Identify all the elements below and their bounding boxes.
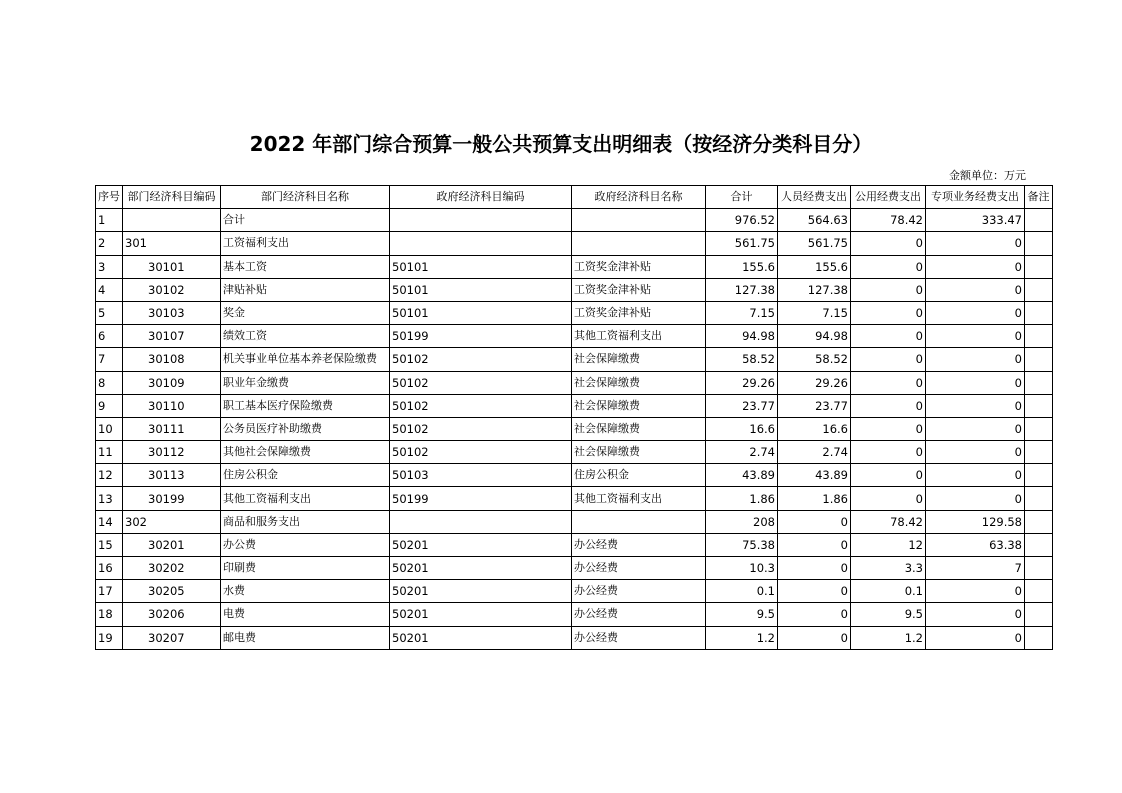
- cell-dept-name: 商品和服务支出: [221, 510, 390, 533]
- table-row: [96, 325, 1053, 348]
- cell-gov-name: 工资奖金津补贴: [572, 301, 706, 324]
- cell-gov-name: 社会保障缴费: [572, 394, 706, 417]
- cell-special: 0: [926, 626, 1025, 649]
- cell-gov-code: [390, 232, 572, 255]
- cell-dept-name: 办公费: [221, 533, 390, 556]
- table-row: [96, 417, 1053, 440]
- cell-dept-name: 电费: [221, 603, 390, 626]
- cell-total: 16.6: [706, 417, 778, 440]
- cell-special: 333.47: [926, 209, 1025, 232]
- cell-dept-name: 印刷费: [221, 557, 390, 580]
- cell-public: 0: [851, 487, 926, 510]
- cell-gov-code: 50199: [390, 487, 572, 510]
- cell-gov-name: 办公经费: [572, 557, 706, 580]
- cell-seq: 9: [96, 394, 123, 417]
- cell-gov-name: 社会保障缴费: [572, 371, 706, 394]
- cell-total: 10.3: [706, 557, 778, 580]
- cell-total: 1.86: [706, 487, 778, 510]
- cell-public: 0: [851, 417, 926, 440]
- cell-gov-name: 办公经费: [572, 626, 706, 649]
- table-row: [96, 533, 1053, 556]
- cell-public: 0: [851, 278, 926, 301]
- cell-remark: [1025, 209, 1053, 232]
- cell-remark: [1025, 626, 1053, 649]
- cell-personnel: 43.89: [778, 464, 851, 487]
- cell-personnel: 155.6: [778, 255, 851, 278]
- cell-seq: 6: [96, 325, 123, 348]
- cell-public: 0: [851, 464, 926, 487]
- cell-special: 0: [926, 487, 1025, 510]
- cell-remark: [1025, 557, 1053, 580]
- cell-public: 78.42: [851, 209, 926, 232]
- cell-special: 0: [926, 232, 1025, 255]
- cell-dept-code: 301: [123, 232, 221, 255]
- table-row: [96, 441, 1053, 464]
- cell-gov-code: 50201: [390, 626, 572, 649]
- cell-remark: [1025, 325, 1053, 348]
- cell-gov-code: 50102: [390, 371, 572, 394]
- cell-gov-name: 社会保障缴费: [572, 417, 706, 440]
- cell-dept-code: 30103: [123, 301, 221, 324]
- cell-public: 0.1: [851, 580, 926, 603]
- cell-personnel: 561.75: [778, 232, 851, 255]
- cell-gov-name: 其他工资福利支出: [572, 487, 706, 510]
- cell-personnel: 29.26: [778, 371, 851, 394]
- cell-special: 0: [926, 580, 1025, 603]
- cell-gov-code: [390, 510, 572, 533]
- cell-total: 0.1: [706, 580, 778, 603]
- cell-public: 78.42: [851, 510, 926, 533]
- page-title: 2022 年部门综合预算一般公共预算支出明细表（按经济分类科目分）: [249, 132, 873, 156]
- cell-gov-code: 50199: [390, 325, 572, 348]
- cell-seq: 3: [96, 255, 123, 278]
- cell-dept-name: 其他社会保障缴费: [221, 441, 390, 464]
- header-seq: 序号: [96, 186, 123, 209]
- cell-gov-name: 办公经费: [572, 603, 706, 626]
- cell-gov-code: 50101: [390, 278, 572, 301]
- cell-dept-code: 30112: [123, 441, 221, 464]
- cell-personnel: 58.52: [778, 348, 851, 371]
- cell-gov-code: 50201: [390, 580, 572, 603]
- cell-personnel: 7.15: [778, 301, 851, 324]
- header-personnel: 人员经费支出: [778, 186, 851, 209]
- cell-public: 0: [851, 348, 926, 371]
- cell-dept-name: 住房公积金: [221, 464, 390, 487]
- cell-gov-code: 50201: [390, 557, 572, 580]
- cell-remark: [1025, 487, 1053, 510]
- cell-remark: [1025, 441, 1053, 464]
- cell-remark: [1025, 417, 1053, 440]
- cell-remark: [1025, 348, 1053, 371]
- cell-dept-code: 30206: [123, 603, 221, 626]
- cell-public: 1.2: [851, 626, 926, 649]
- cell-personnel: 23.77: [778, 394, 851, 417]
- table-row: [96, 464, 1053, 487]
- cell-personnel: 2.74: [778, 441, 851, 464]
- cell-special: 0: [926, 301, 1025, 324]
- cell-public: 12: [851, 533, 926, 556]
- cell-remark: [1025, 255, 1053, 278]
- cell-dept-name: 机关事业单位基本养老保险缴费: [221, 348, 390, 371]
- cell-seq: 4: [96, 278, 123, 301]
- cell-public: 0: [851, 441, 926, 464]
- table-row: [96, 557, 1053, 580]
- cell-dept-name: 职业年金缴费: [221, 371, 390, 394]
- cell-total: 29.26: [706, 371, 778, 394]
- cell-gov-name: 其他工资福利支出: [572, 325, 706, 348]
- cell-seq: 14: [96, 510, 123, 533]
- cell-total: 2.74: [706, 441, 778, 464]
- cell-seq: 2: [96, 232, 123, 255]
- cell-gov-code: 50102: [390, 441, 572, 464]
- cell-special: 129.58: [926, 510, 1025, 533]
- cell-public: 0: [851, 371, 926, 394]
- cell-seq: 17: [96, 580, 123, 603]
- cell-gov-name: 住房公积金: [572, 464, 706, 487]
- cell-public: 0: [851, 325, 926, 348]
- cell-seq: 10: [96, 417, 123, 440]
- cell-personnel: 16.6: [778, 417, 851, 440]
- cell-dept-code: 30199: [123, 487, 221, 510]
- table-row: [96, 580, 1053, 603]
- cell-gov-code: 50103: [390, 464, 572, 487]
- cell-seq: 16: [96, 557, 123, 580]
- cell-public: 9.5: [851, 603, 926, 626]
- cell-gov-name: 社会保障缴费: [572, 348, 706, 371]
- cell-dept-code: 30109: [123, 371, 221, 394]
- cell-dept-code: 30102: [123, 278, 221, 301]
- amount-unit-label: 金额单位：万元: [949, 169, 1026, 182]
- table-row: [96, 348, 1053, 371]
- cell-gov-code: [390, 209, 572, 232]
- cell-dept-name: 基本工资: [221, 255, 390, 278]
- cell-gov-code: 50101: [390, 255, 572, 278]
- header-total: 合计: [706, 186, 778, 209]
- cell-special: 7: [926, 557, 1025, 580]
- cell-personnel: 0: [778, 533, 851, 556]
- table-row: [96, 603, 1053, 626]
- cell-total: 208: [706, 510, 778, 533]
- cell-seq: 7: [96, 348, 123, 371]
- cell-dept-code: 30101: [123, 255, 221, 278]
- cell-public: 0: [851, 232, 926, 255]
- cell-dept-name: 绩效工资: [221, 325, 390, 348]
- cell-personnel: 0: [778, 626, 851, 649]
- cell-personnel: 0: [778, 603, 851, 626]
- cell-public: 0: [851, 394, 926, 417]
- cell-dept-code: 30205: [123, 580, 221, 603]
- cell-gov-code: 50201: [390, 533, 572, 556]
- cell-total: 1.2: [706, 626, 778, 649]
- table-row: [96, 510, 1053, 533]
- cell-dept-name: 津贴补贴: [221, 278, 390, 301]
- cell-public: 3.3: [851, 557, 926, 580]
- cell-gov-name: 社会保障缴费: [572, 441, 706, 464]
- cell-remark: [1025, 371, 1053, 394]
- cell-dept-name: 公务员医疗补助缴费: [221, 417, 390, 440]
- cell-total: 23.77: [706, 394, 778, 417]
- cell-total: 58.52: [706, 348, 778, 371]
- header-remark: 备注: [1025, 186, 1053, 209]
- cell-dept-code: 30111: [123, 417, 221, 440]
- cell-special: 0: [926, 394, 1025, 417]
- table-row: [96, 394, 1053, 417]
- cell-total: 7.15: [706, 301, 778, 324]
- cell-total: 976.52: [706, 209, 778, 232]
- cell-personnel: 564.63: [778, 209, 851, 232]
- cell-total: 75.38: [706, 533, 778, 556]
- cell-dept-code: 302: [123, 510, 221, 533]
- cell-remark: [1025, 603, 1053, 626]
- cell-seq: 18: [96, 603, 123, 626]
- cell-total: 43.89: [706, 464, 778, 487]
- cell-gov-code: 50201: [390, 603, 572, 626]
- cell-gov-name: [572, 510, 706, 533]
- budget-table: [95, 185, 1053, 650]
- cell-total: 127.38: [706, 278, 778, 301]
- cell-dept-name: 工资福利支出: [221, 232, 390, 255]
- cell-gov-name: 办公经费: [572, 580, 706, 603]
- cell-dept-name: 职工基本医疗保险缴费: [221, 394, 390, 417]
- cell-special: 0: [926, 278, 1025, 301]
- cell-total: 9.5: [706, 603, 778, 626]
- cell-personnel: 94.98: [778, 325, 851, 348]
- cell-personnel: 0: [778, 557, 851, 580]
- cell-special: 0: [926, 255, 1025, 278]
- cell-remark: [1025, 533, 1053, 556]
- cell-remark: [1025, 464, 1053, 487]
- cell-dept-code: [123, 209, 221, 232]
- cell-gov-name: 办公经费: [572, 533, 706, 556]
- cell-special: 0: [926, 464, 1025, 487]
- cell-public: 0: [851, 255, 926, 278]
- cell-special: 0: [926, 417, 1025, 440]
- cell-seq: 19: [96, 626, 123, 649]
- cell-total: 94.98: [706, 325, 778, 348]
- cell-seq: 5: [96, 301, 123, 324]
- table-row: [96, 278, 1053, 301]
- cell-gov-name: [572, 232, 706, 255]
- cell-seq: 8: [96, 371, 123, 394]
- cell-dept-code: 30207: [123, 626, 221, 649]
- cell-dept-name: 水费: [221, 580, 390, 603]
- cell-remark: [1025, 580, 1053, 603]
- cell-remark: [1025, 301, 1053, 324]
- cell-remark: [1025, 394, 1053, 417]
- cell-dept-code: 30108: [123, 348, 221, 371]
- cell-special: 0: [926, 441, 1025, 464]
- table-row: [96, 371, 1053, 394]
- cell-total: 561.75: [706, 232, 778, 255]
- cell-dept-code: 30107: [123, 325, 221, 348]
- cell-gov-code: 50102: [390, 417, 572, 440]
- cell-seq: 11: [96, 441, 123, 464]
- cell-remark: [1025, 232, 1053, 255]
- table-row: [96, 232, 1053, 255]
- header-gov-name: 政府经济科目名称: [572, 186, 706, 209]
- cell-personnel: 1.86: [778, 487, 851, 510]
- cell-seq: 13: [96, 487, 123, 510]
- cell-special: 0: [926, 348, 1025, 371]
- header-special: 专项业务经费支出: [926, 186, 1025, 209]
- cell-gov-code: 50102: [390, 348, 572, 371]
- cell-dept-code: 30113: [123, 464, 221, 487]
- cell-remark: [1025, 510, 1053, 533]
- table-row: [96, 209, 1053, 232]
- header-dept-name: 部门经济科目名称: [221, 186, 390, 209]
- header-public: 公用经费支出: [851, 186, 926, 209]
- cell-dept-name: 其他工资福利支出: [221, 487, 390, 510]
- header-dept-code: 部门经济科目编码: [123, 186, 221, 209]
- table-row: [96, 487, 1053, 510]
- cell-special: 63.38: [926, 533, 1025, 556]
- cell-gov-code: 50101: [390, 301, 572, 324]
- cell-gov-name: 工资奖金津补贴: [572, 255, 706, 278]
- cell-dept-name: 奖金: [221, 301, 390, 324]
- cell-total: 155.6: [706, 255, 778, 278]
- cell-personnel: 127.38: [778, 278, 851, 301]
- cell-remark: [1025, 278, 1053, 301]
- cell-dept-code: 30202: [123, 557, 221, 580]
- cell-seq: 12: [96, 464, 123, 487]
- cell-seq: 15: [96, 533, 123, 556]
- cell-personnel: 0: [778, 510, 851, 533]
- cell-special: 0: [926, 371, 1025, 394]
- cell-dept-code: 30110: [123, 394, 221, 417]
- table-body: [96, 209, 1053, 650]
- cell-dept-name: 合计: [221, 209, 390, 232]
- cell-dept-code: 30201: [123, 533, 221, 556]
- table-row: [96, 301, 1053, 324]
- cell-personnel: 0: [778, 580, 851, 603]
- cell-special: 0: [926, 603, 1025, 626]
- cell-seq: 1: [96, 209, 123, 232]
- cell-special: 0: [926, 325, 1025, 348]
- cell-public: 0: [851, 301, 926, 324]
- table-row: [96, 255, 1053, 278]
- cell-gov-name: 工资奖金津补贴: [572, 278, 706, 301]
- header-gov-code: 政府经济科目编码: [390, 186, 572, 209]
- cell-gov-code: 50102: [390, 394, 572, 417]
- cell-gov-name: [572, 209, 706, 232]
- cell-dept-name: 邮电费: [221, 626, 390, 649]
- table-row: [96, 626, 1053, 649]
- table-header-row: [96, 186, 1053, 209]
